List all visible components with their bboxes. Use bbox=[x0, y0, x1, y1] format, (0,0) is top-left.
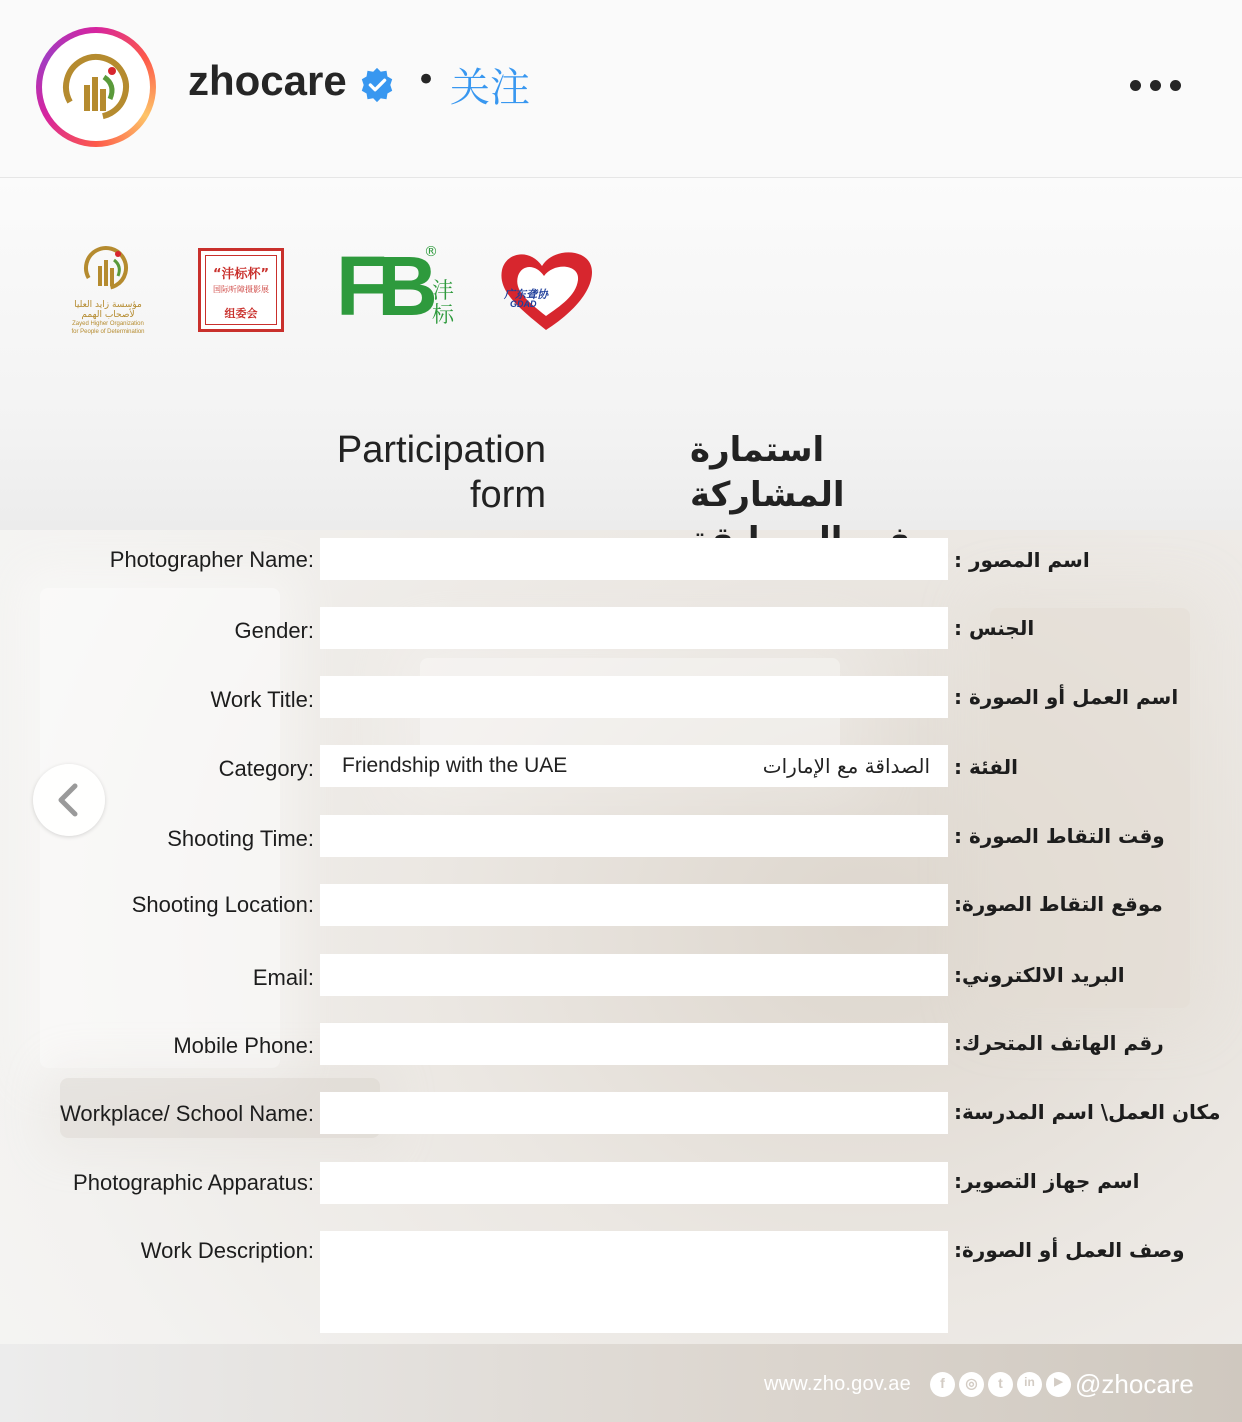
work-title-field bbox=[320, 676, 948, 718]
photographic-apparatus-field bbox=[320, 1162, 948, 1204]
workplace-label-ar: :مكان العمل\ اسم المدرسة bbox=[954, 1100, 1221, 1124]
fengbiao-cup-title: “沣标杯” bbox=[212, 267, 270, 282]
fb-fengbiao-logo bbox=[336, 239, 466, 340]
social-handle: @zhocare bbox=[1075, 1369, 1194, 1399]
more-options-icon[interactable] bbox=[1130, 80, 1186, 94]
username[interactable]: zhocare bbox=[188, 57, 347, 104]
work-description-field bbox=[320, 1231, 948, 1333]
gender-label: Gender: bbox=[234, 618, 314, 643]
fb-registered-mark: ® bbox=[424, 244, 438, 260]
category-field bbox=[320, 745, 948, 787]
shooting-time-label: Shooting Time: bbox=[167, 826, 314, 851]
shooting-location-label: Shooting Location: bbox=[131, 892, 314, 917]
mobile-phone-field bbox=[320, 1023, 948, 1065]
linkedin-icon bbox=[1017, 1372, 1042, 1397]
avatar[interactable] bbox=[36, 27, 156, 147]
zho-emblem-icon bbox=[58, 240, 158, 296]
chevron-left-icon bbox=[33, 764, 105, 836]
linkedin-glyph: in bbox=[1024, 1375, 1035, 1389]
mobile-phone-label: Mobile Phone: bbox=[173, 1033, 314, 1058]
work-description-label-ar: :وصف العمل أو الصورة bbox=[954, 1238, 1185, 1262]
form-title-ar-line1: استمارة المشاركة bbox=[690, 430, 845, 515]
logo-band bbox=[0, 178, 1242, 530]
zho-logo-en-line1: Zayed Higher Organization bbox=[72, 321, 144, 327]
fb-chinese-text: 沣标 bbox=[432, 279, 455, 328]
verified-badge-icon bbox=[358, 66, 396, 104]
instagram-icon bbox=[959, 1372, 984, 1397]
twitter-icon bbox=[988, 1372, 1013, 1397]
shooting-location-label-ar: :موقع التقاط الصورة bbox=[954, 892, 1163, 916]
zho-logo-ar-line1: مؤسسة زايد العليا bbox=[74, 300, 142, 310]
fengbiao-cup-logo bbox=[198, 248, 284, 332]
email-field bbox=[320, 954, 948, 996]
form-title-en-line1: Participation bbox=[336, 429, 546, 471]
facebook-icon bbox=[930, 1372, 955, 1397]
carousel-prev-button[interactable] bbox=[33, 764, 105, 836]
post-header bbox=[0, 0, 1242, 178]
category-label: Category: bbox=[218, 756, 314, 781]
email-label: Email: bbox=[252, 965, 314, 990]
separator-dot: • bbox=[416, 60, 437, 100]
zho-organization-logo bbox=[58, 240, 158, 340]
gender-label-ar: : الجنس bbox=[954, 616, 1035, 640]
facebook-glyph: f bbox=[940, 1375, 945, 1391]
gender-field bbox=[320, 607, 948, 649]
zho-logo-icon bbox=[50, 41, 142, 133]
shooting-time-label-ar: : وقت التقاط الصورة bbox=[954, 824, 1165, 848]
post-image bbox=[0, 178, 1242, 1422]
fengbiao-cup-subtitle: 国际听障摄影展 bbox=[213, 285, 269, 294]
gdad-logo bbox=[496, 246, 596, 332]
category-value-en: Friendship with the UAE bbox=[342, 754, 568, 777]
category-label-ar: : الفئة bbox=[954, 755, 1019, 779]
photographic-apparatus-label: Photographic Apparatus: bbox=[73, 1170, 314, 1195]
twitter-glyph: t bbox=[998, 1375, 1003, 1391]
work-title-label-ar: : اسم العمل أو الصورة bbox=[954, 685, 1179, 709]
workplace-field bbox=[320, 1092, 948, 1134]
work-description-label: Work Description: bbox=[140, 1238, 314, 1263]
form-title-en bbox=[300, 428, 546, 518]
fb-brand-text: FB bbox=[336, 239, 428, 333]
zho-logo-en-line2: for People of Determination bbox=[71, 329, 145, 335]
zho-logo-ar-line2: لأصحاب الهمم bbox=[81, 310, 135, 320]
youtube-glyph: ▶ bbox=[1054, 1376, 1063, 1388]
gdad-chinese-text: 广东聋协 bbox=[504, 288, 548, 301]
instagram-glyph: ◎ bbox=[965, 1375, 978, 1391]
work-title-label: Work Title: bbox=[210, 687, 314, 712]
photographic-apparatus-label-ar: :اسم جهاز التصوير bbox=[954, 1169, 1140, 1193]
photographer-name-field bbox=[320, 538, 948, 580]
photographer-name-label-ar: : اسم المصور bbox=[954, 548, 1090, 572]
fengbiao-cup-committee: 组委会 bbox=[224, 307, 258, 320]
gdad-latin-text: GDAD bbox=[510, 299, 537, 309]
youtube-icon bbox=[1046, 1372, 1071, 1397]
follow-button[interactable]: 关注 bbox=[450, 65, 530, 111]
form-title-en-line2: form bbox=[470, 474, 546, 516]
email-label-ar: :البريد الالكتروني bbox=[954, 963, 1125, 987]
category-value-ar: الصداقة مع الإمارات bbox=[762, 754, 930, 778]
website-url: www.zho.gov.ae bbox=[764, 1373, 911, 1395]
photographer-name-label: Photographer Name: bbox=[109, 547, 314, 572]
mobile-phone-label-ar: :رقم الهاتف المتحرك bbox=[954, 1031, 1164, 1055]
shooting-time-field bbox=[320, 815, 948, 857]
shooting-location-field bbox=[320, 884, 948, 926]
workplace-label: Workplace/ School Name: bbox=[60, 1101, 314, 1126]
